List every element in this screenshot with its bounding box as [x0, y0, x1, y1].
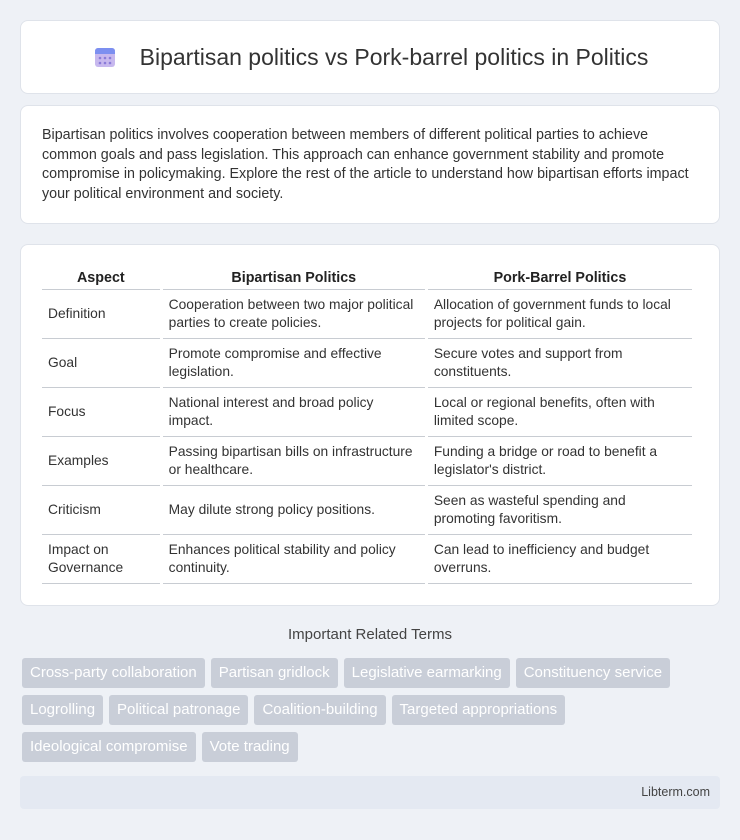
column-header-pork-barrel: Pork-Barrel Politics	[428, 265, 692, 290]
column-header-bipartisan: Bipartisan Politics	[163, 265, 425, 290]
aspect-cell: Impact on Governance	[42, 535, 160, 584]
pork-barrel-cell: Secure votes and support from constituents.	[428, 339, 692, 388]
table-row	[42, 535, 692, 584]
aspect-cell: Focus	[42, 388, 160, 437]
column-header-aspect: Aspect	[42, 265, 160, 290]
pork-barrel-cell: Funding a bridge or road to benefit a legislator's district.	[428, 437, 692, 486]
related-term-tag[interactable]: Constituency service	[516, 658, 670, 688]
related-term-tag[interactable]: Targeted appropriations	[392, 695, 566, 725]
table-row	[42, 290, 692, 339]
bipartisan-cell: National interest and broad policy impact.	[163, 388, 425, 437]
table-row	[42, 388, 692, 437]
aspect-cell: Criticism	[42, 486, 160, 535]
related-terms-list	[22, 658, 722, 769]
bipartisan-cell: Enhances political stability and policy continuity.	[163, 535, 425, 584]
pork-barrel-cell: Seen as wasteful spending and promoting favoritism.	[428, 486, 692, 535]
comparison-table-card	[20, 244, 720, 606]
table-row	[42, 437, 692, 486]
table-header-row	[42, 265, 692, 290]
bipartisan-cell: Cooperation between two major political parties to create policies.	[163, 290, 425, 339]
table-row	[42, 339, 692, 388]
comparison-table	[39, 265, 695, 584]
bipartisan-cell: May dilute strong policy positions.	[163, 486, 425, 535]
intro-text: Bipartisan politics involves cooperation between members of different political parties to achieve common goals and pass legislation. This approach can enhance government stability and promote compromise in policymaking. Explore the rest of the article to understand how bipartisan efforts impact your political environment and society.	[42, 127, 689, 202]
intro-card	[20, 105, 720, 224]
related-term-tag[interactable]: Vote trading	[202, 732, 298, 762]
related-terms-title: Important Related Terms	[288, 626, 452, 643]
aspect-cell: Goal	[42, 339, 160, 388]
title-card	[20, 20, 720, 94]
aspect-cell: Definition	[42, 290, 160, 339]
footer-site-link[interactable]: Libterm.com	[641, 785, 710, 799]
related-term-tag[interactable]: Cross-party collaboration	[22, 658, 205, 688]
related-term-tag[interactable]: Ideological compromise	[22, 732, 196, 762]
pork-barrel-cell: Can lead to inefficiency and budget overruns.	[428, 535, 692, 584]
pork-barrel-cell: Allocation of government funds to local projects for political gain.	[428, 290, 692, 339]
aspect-cell: Examples	[42, 437, 160, 486]
bipartisan-cell: Promote compromise and effective legislation.	[163, 339, 425, 388]
table-row	[42, 486, 692, 535]
related-term-tag[interactable]: Political patronage	[109, 695, 248, 725]
calendar-icon	[92, 44, 118, 70]
related-term-tag[interactable]: Logrolling	[22, 695, 103, 725]
footer	[20, 776, 720, 809]
page-title: Bipartisan politics vs Pork-barrel politics in Politics	[139, 43, 649, 70]
related-term-tag[interactable]: Coalition-building	[254, 695, 385, 725]
related-term-tag[interactable]: Legislative earmarking	[344, 658, 510, 688]
pork-barrel-cell: Local or regional benefits, often with limited scope.	[428, 388, 692, 437]
related-term-tag[interactable]: Partisan gridlock	[211, 658, 338, 688]
bipartisan-cell: Passing bipartisan bills on infrastructure or healthcare.	[163, 437, 425, 486]
